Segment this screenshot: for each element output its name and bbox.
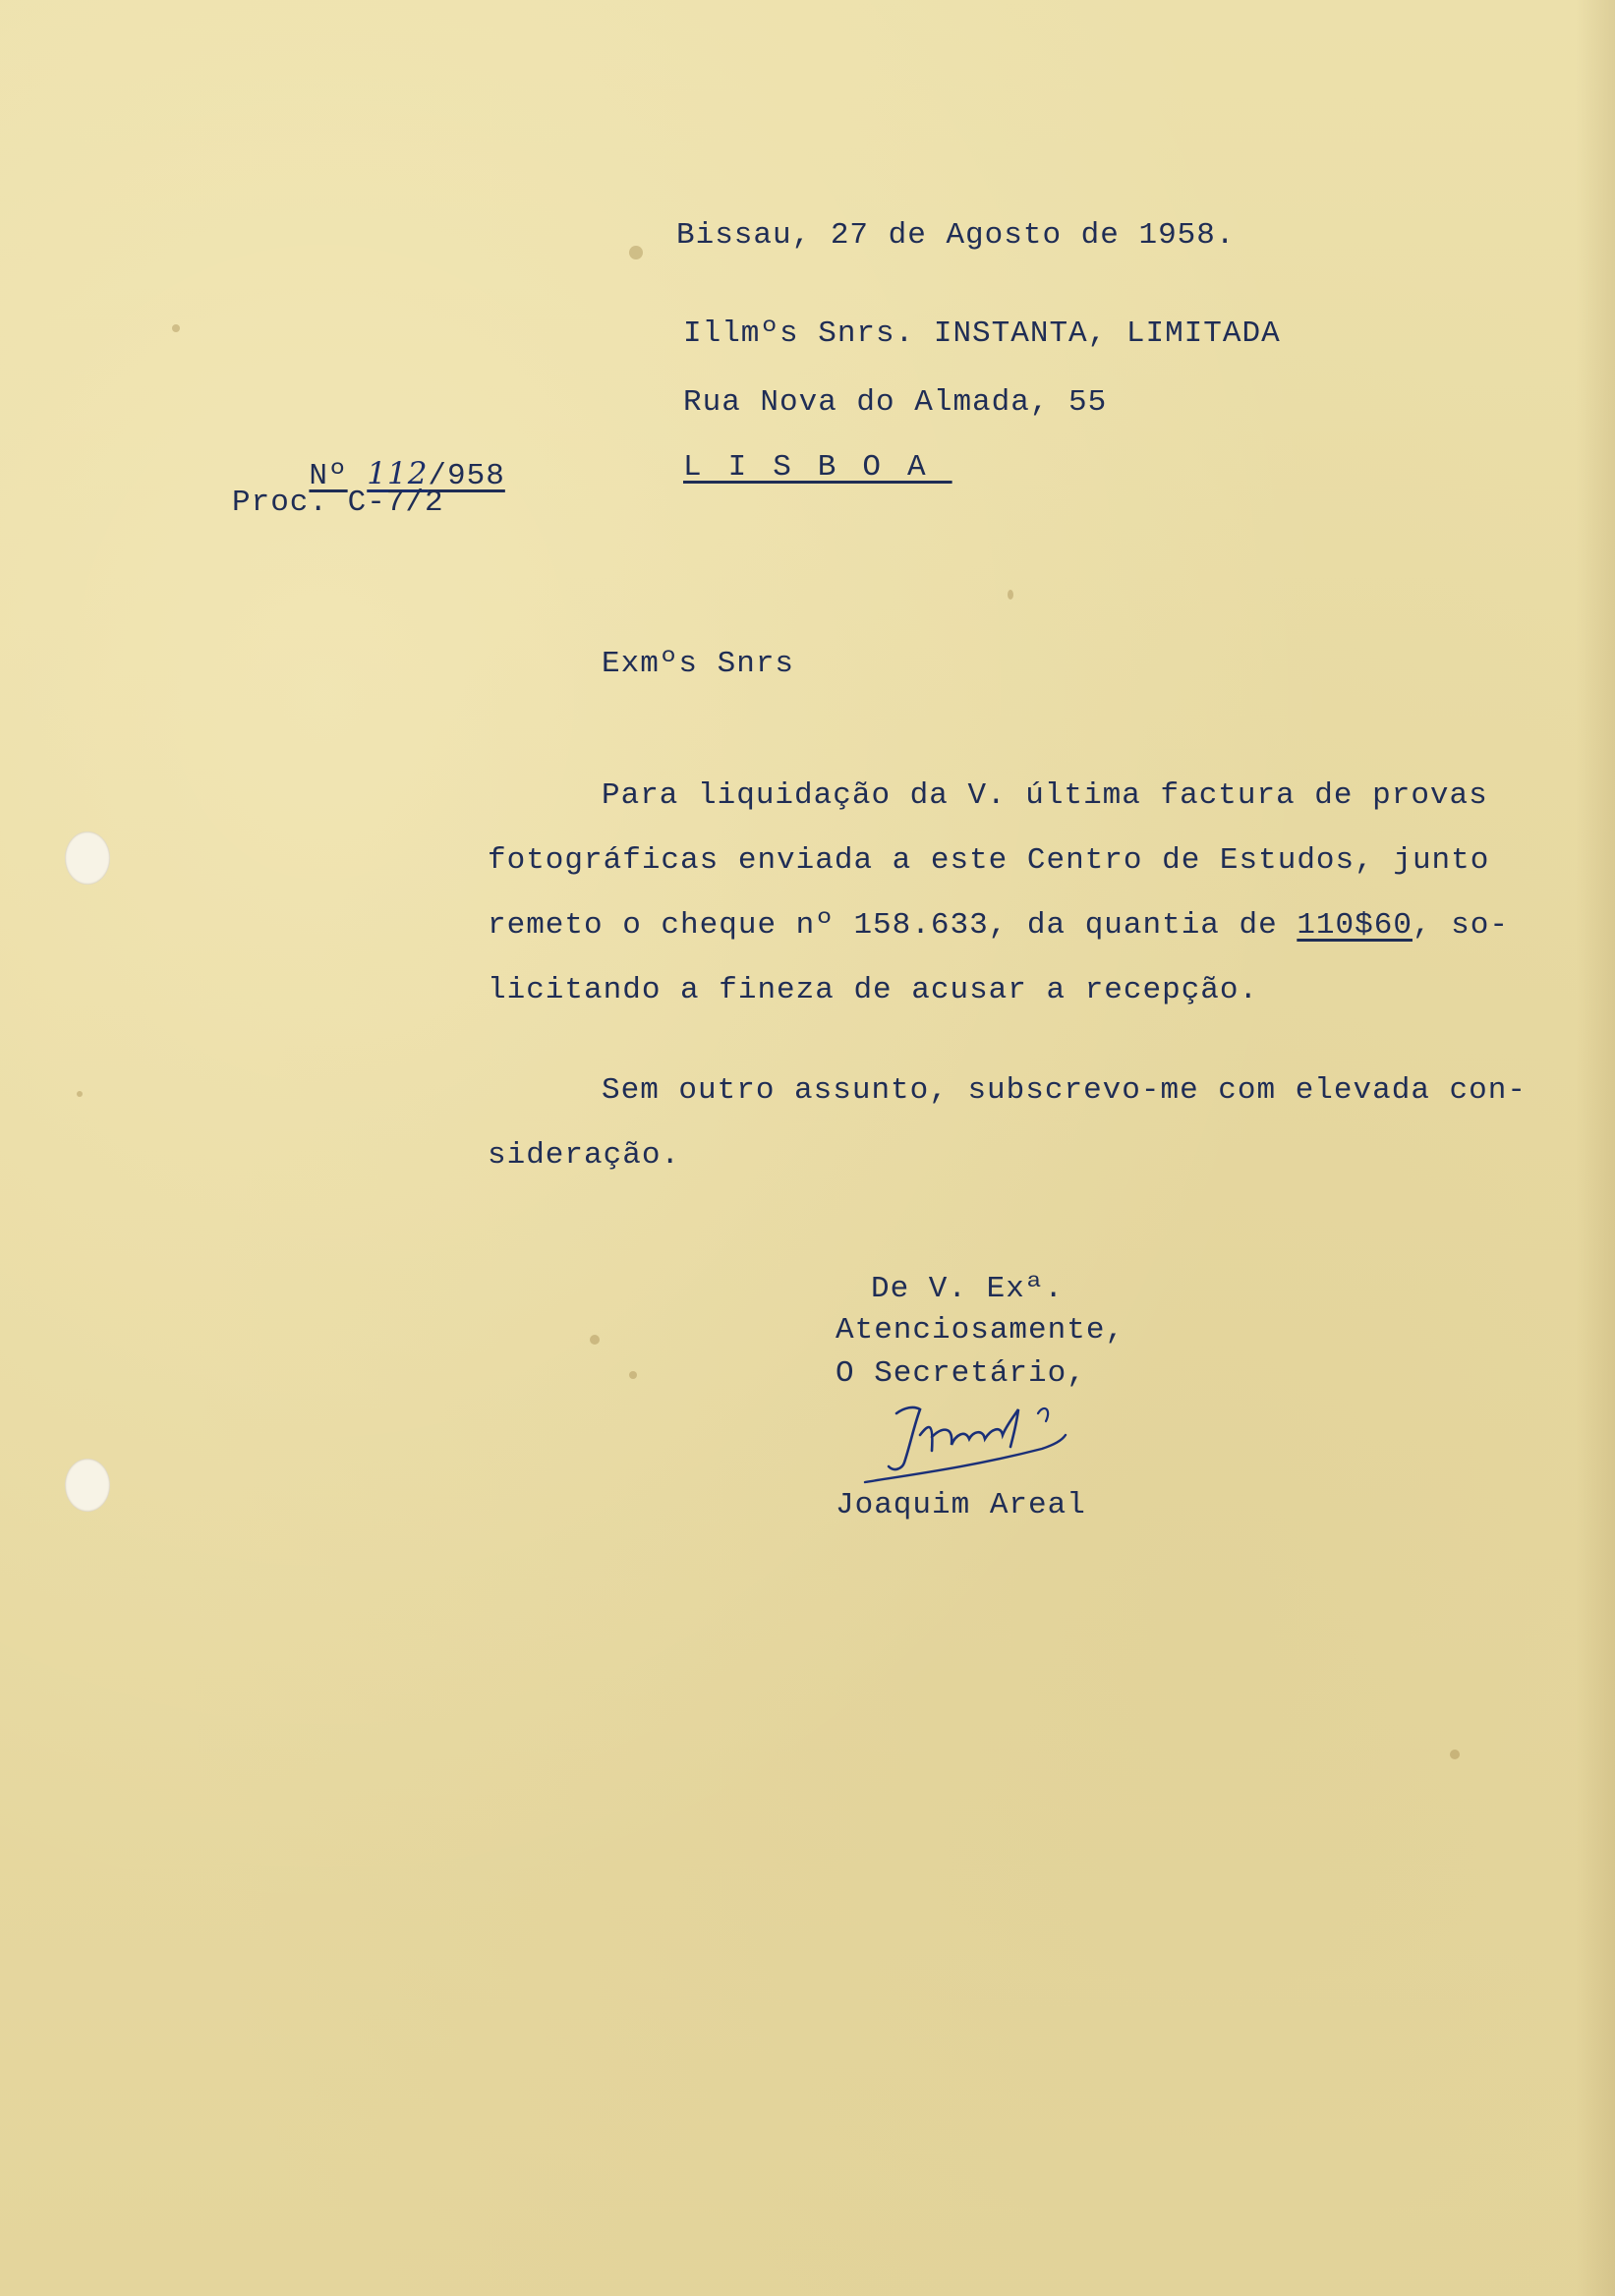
body-p2-line-2: sideração. [488,1138,681,1173]
recipient-line-2: Rua Nova do Almada, 55 [683,385,1108,420]
closing-line-2: Atenciosamente, [836,1313,1125,1348]
body-p1-line-1: Para liquidação da V. última factura de provas [602,778,1488,813]
body-p1-line-3-end: , so- [1412,908,1509,943]
body-p1-line-2: fotográficas enviada a este Centro de Estudos, junto [488,843,1490,878]
page-edge-shadow [1576,0,1615,2296]
paper-speck [629,246,643,259]
paper-speck [1450,1750,1460,1759]
date-line: Bissau, 27 de Agosto de 1958. [676,218,1236,253]
punch-hole-top [65,832,110,885]
paper-speck [172,324,180,332]
body-p1-line-3-start: remeto o cheque nº 158.633, da quantia de [488,908,1298,943]
reference-number-suffix: /958 [428,459,505,493]
cheque-amount: 110$60 [1297,908,1413,943]
signatory-name: Joaquim Areal [836,1488,1086,1522]
reference-process: Proc. C-7/2 [232,486,444,520]
paper-speck [77,1091,83,1097]
closing-line-1: De V. Exª. [871,1272,1065,1306]
reference-number-handwritten: 112 [367,456,429,491]
paper-speck [629,1371,637,1379]
recipient-line-1: Illmºs Snrs. INSTANTA, LIMITADA [683,316,1281,351]
paper-speck [590,1335,600,1345]
salutation: Exmºs Snrs [602,647,795,681]
reference-number-prefix: Nº [309,459,348,493]
body-p1-line-3 [488,908,1509,944]
body-p1-line-4: licitando a fineza de acusar a recepção. [488,973,1259,1007]
body-p2-line-1: Sem outro assunto, subscrevo-me com elevada con- [602,1073,1527,1108]
recipient-city: LISBOA [683,450,952,485]
closing-line-3: O Secretário, [836,1356,1086,1391]
signature-drawing [845,1396,1101,1494]
paper-speck [1008,590,1013,600]
punch-hole-bottom [65,1459,110,1512]
